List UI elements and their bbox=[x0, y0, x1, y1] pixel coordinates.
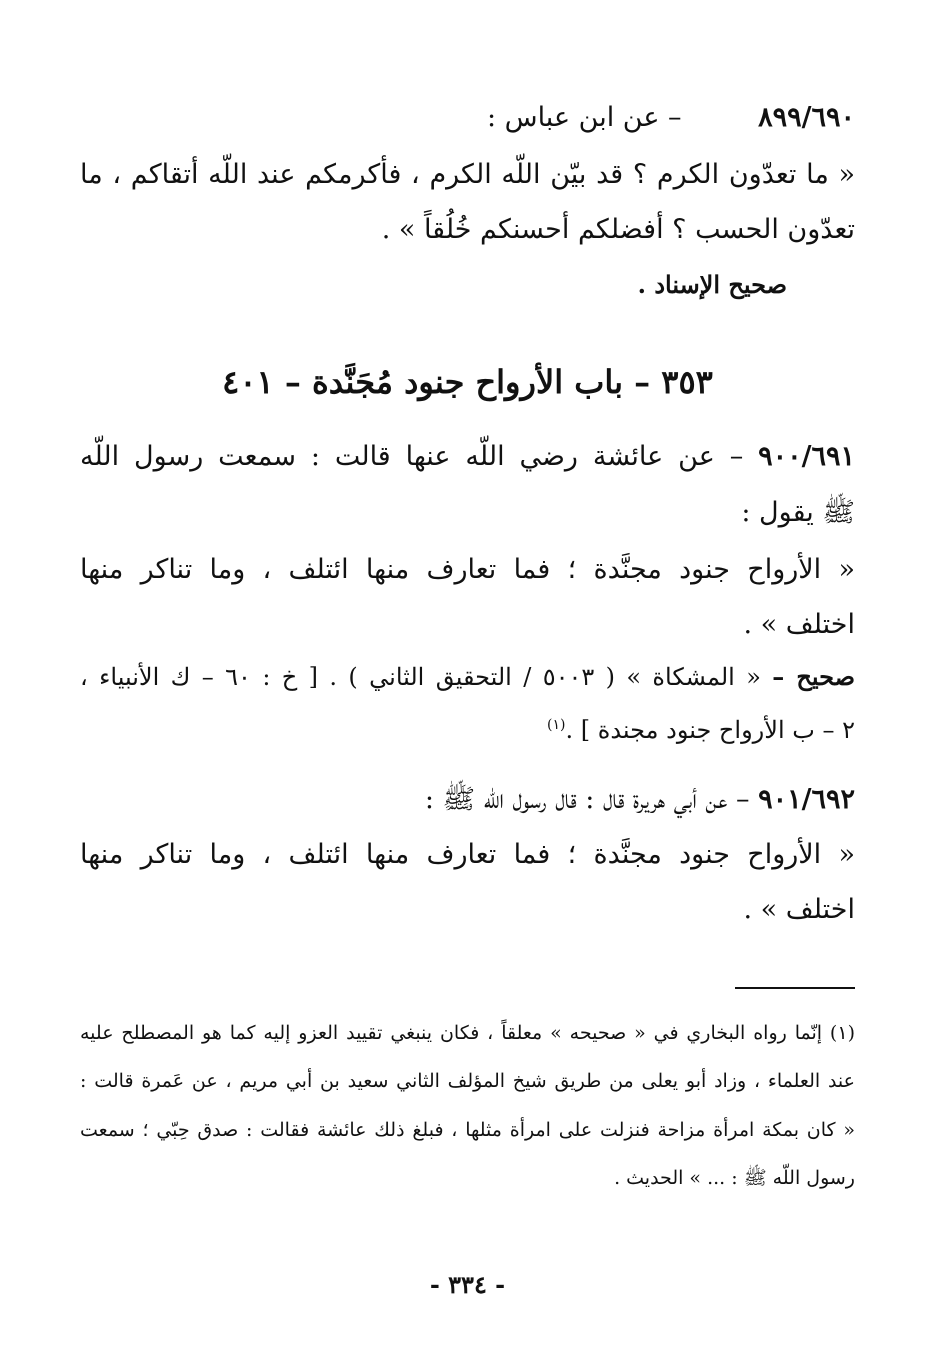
hadith-number: ٩٠٠/٦٩١ bbox=[758, 441, 855, 472]
hadith-intro: – عن أبي هريرة قال : قال رسول اللّه ﷺ : bbox=[424, 784, 759, 815]
hadith-intro: – عن عائشة رضي اللّه عنها قالت : سمعت رسول اللّه bbox=[80, 441, 759, 472]
hadith-691-intro-line-1 bbox=[80, 437, 855, 477]
hadith-691-intro-line-2: ﷺ يقول : bbox=[741, 497, 855, 528]
hadith-691-text-line-1: « الأرواح جنود مجنَّدة ؛ فما تعارف منها ائتلف ، وما تناكر منها bbox=[80, 554, 855, 585]
hadith-690-intro bbox=[80, 98, 855, 138]
grading-label: صحيح – bbox=[772, 662, 855, 691]
grading-reference: ٢ – ب الأرواح جنود مجندة ] . bbox=[565, 716, 855, 744]
footnote-reference: (١) bbox=[547, 717, 566, 733]
hadith-692-text-line-1: « الأرواح جنود مجنَّدة ؛ فما تعارف منها ائتلف ، وما تناكر منها bbox=[80, 839, 855, 870]
hadith-690-text-line-1: « ما تعدّون الكرم ؟ قد بيّن اللّه الكرم ، فأكرمكم عند اللّه أتقاكم ، ما bbox=[80, 159, 855, 190]
hadith-692-intro bbox=[80, 780, 855, 820]
footnote-separator bbox=[735, 987, 855, 989]
hadith-number: ٩٠١/٦٩٢ bbox=[758, 784, 855, 815]
grading-source: « المشكاة » ( ٥٠٠٣ / التحقيق الثاني ) . [ خ : ٦٠ – ك الأنبياء ، bbox=[80, 663, 773, 691]
hadith-691-grading-line-1 bbox=[80, 657, 855, 697]
page-number: - ٣٣٤ - bbox=[429, 1270, 506, 1299]
hadith-692-text-line-2: اختلف » . bbox=[743, 894, 855, 925]
hadith-intro: – عن ابن عباس : bbox=[486, 102, 691, 133]
hadith-691-text-line-2: اختلف » . bbox=[743, 609, 855, 640]
footnote-line-1: (١) إنّما رواه البخاري في « صحيحه » معلقاً ، فكان ينبغي تقييد العزو إليه كما هو المصطلح عليه bbox=[80, 1022, 855, 1044]
hadith-691-grading-line-2 bbox=[80, 705, 855, 750]
footnote-line-2: عند العلماء ، وزاد أبو يعلى من طريق شيخ المؤلف الثاني سعيد بن أبي مريم ، عن عَمرة قالت : bbox=[80, 1070, 855, 1092]
footnote-line-4: رسول اللّه ﷺ : ... » الحديث . bbox=[614, 1167, 855, 1189]
hadith-690-grading: صحيح الإسناد . bbox=[637, 270, 787, 299]
hadith-number: ٨٩٩/٦٩٠ bbox=[758, 102, 855, 133]
footnote-line-3: « كان بمكة امرأة مزاحة فنزلت على امرأة مثلها ، فبلغ ذلك عائشة فقالت : صدق حِبّي ؛ سمعت bbox=[80, 1119, 856, 1141]
chapter-heading: ٣٥٣ – باب الأرواح جنود مُجَنَّدة – ٤٠١ bbox=[222, 363, 713, 401]
book-page bbox=[80, 0, 855, 1357]
hadith-690-text-line-2: تعدّون الحسب ؟ أفضلكم أحسنكم خُلُقاً » . bbox=[381, 214, 855, 245]
